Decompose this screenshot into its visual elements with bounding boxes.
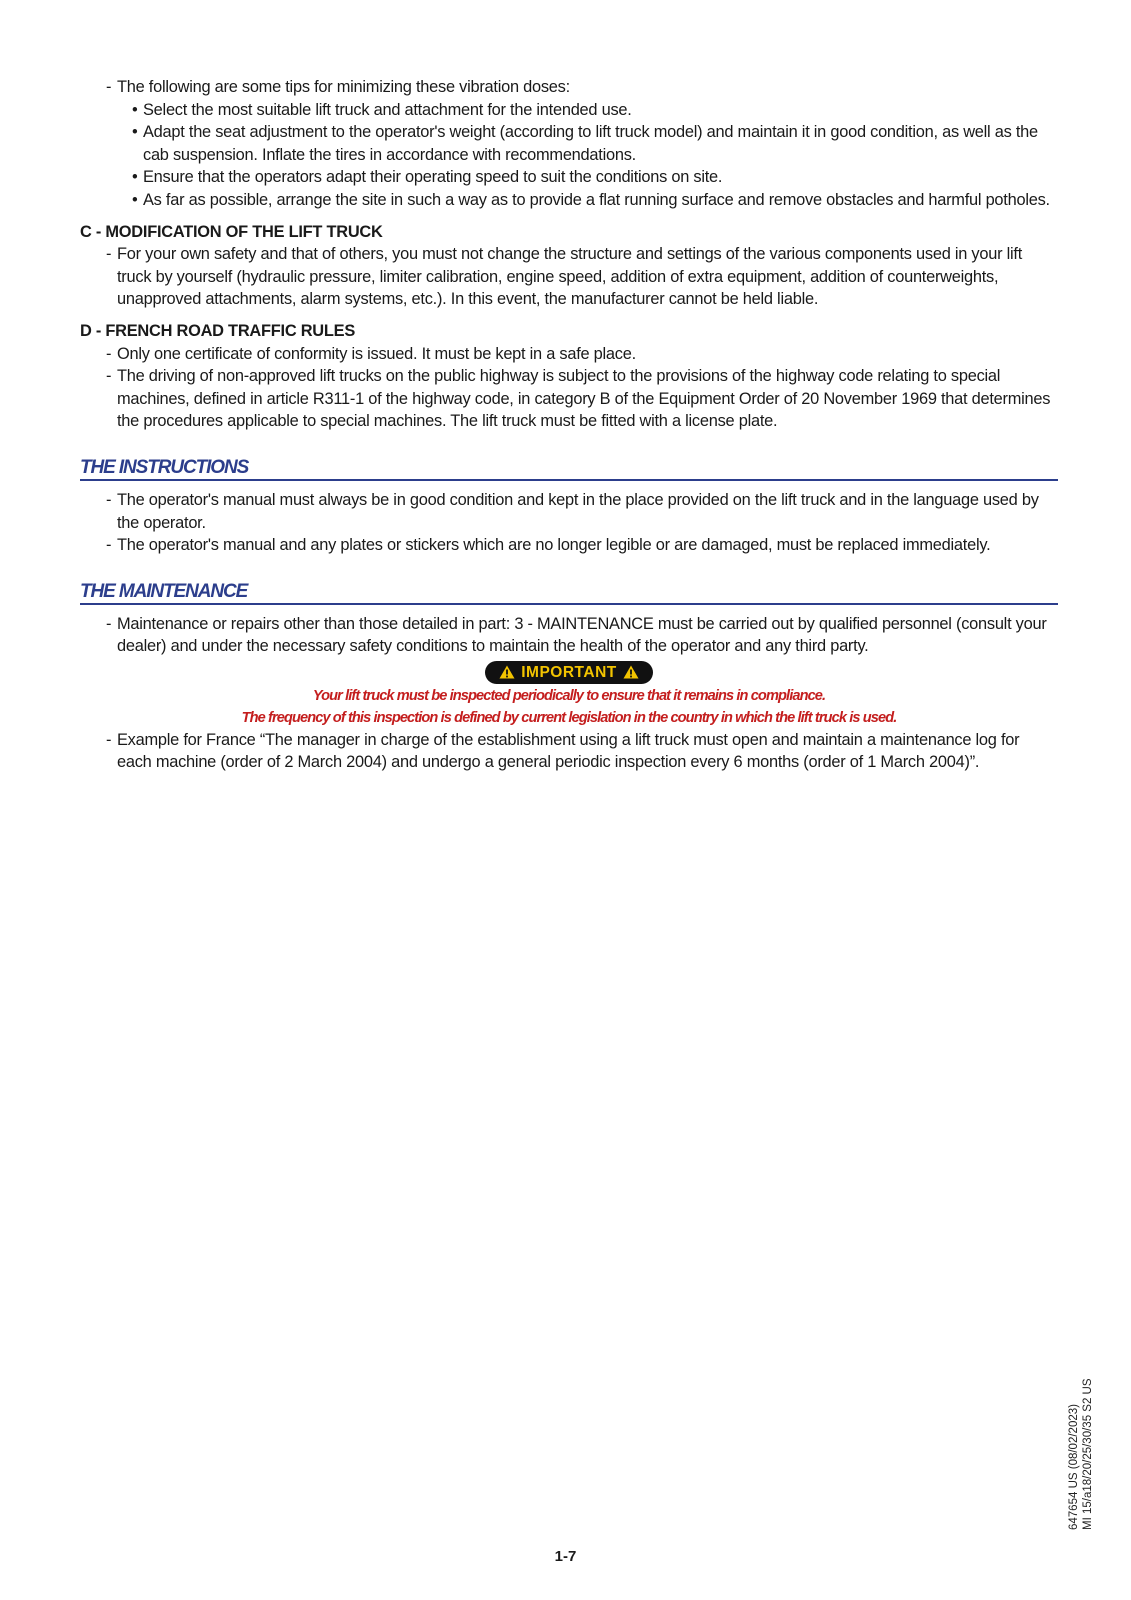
maintenance-example: - Example for France “The manager in charge of the establishment using a lift truck must open and maintain a maintenance log for each machine (order of 2 March 2004) and undergo a general periodic inspection every 6 months (order of 1 March 2004)”.	[106, 730, 1020, 772]
tip-item: • Ensure that the operators adapt their operating speed to suit the conditions on site.	[132, 168, 723, 187]
tip-item: • Select the most suitable lift truck and attachment for the intended use.	[132, 100, 632, 119]
instructions-section-heading	[80, 457, 1058, 481]
tips-intro: - The following are some tips for minimizing these vibration doses:	[106, 78, 570, 96]
important-badge	[485, 661, 652, 684]
section-c-item: - For your own safety and that of others, you must not change the structure and settings of the various components used in your lift truck by yourself (hydraulic pressure, limiter calibration, engine speed, addition of extra equipment, addition of counterweights, unapproved attachments, alarm systems, etc.). In this event, the manufacturer cannot be held liable.	[106, 245, 1023, 309]
tip-item: • As far as possible, arrange the site in such a way as to provide a flat running surface and remove obstacles and harmful potholes.	[132, 190, 1050, 209]
tip-item: • Adapt the seat adjustment to the operator's weight (according to lift truck model) and maintain it in good condition, as well as the cab suspension. Inflate the tires in accordance with recommendations.	[132, 123, 1038, 164]
document-reference	[1067, 1350, 1107, 1530]
section-d-heading: D - FRENCH ROAD TRAFFIC RULES	[80, 321, 356, 340]
instructions-heading-text: THE INSTRUCTIONS	[80, 456, 249, 478]
page-number: 1-7	[554, 1548, 577, 1565]
important-note-line: Your lift truck must be inspected periodically to ensure that it remains in compliance.	[312, 687, 826, 704]
document-reference-line: 647654 US (08/02/2023)	[1068, 1404, 1080, 1530]
maintenance-heading-text: THE MAINTENANCE	[80, 580, 248, 602]
warning-triangle-icon	[499, 665, 515, 679]
important-label: IMPORTANT	[521, 663, 617, 681]
important-note-line: The frequency of this inspection is defined by current legislation in the country in which the lift truck is used.	[241, 709, 897, 726]
important-banner-row	[80, 661, 1058, 685]
warning-triangle-icon	[623, 665, 639, 679]
maintenance-section-heading	[80, 581, 1058, 605]
maintenance-item: - Maintenance or repairs other than those detailed in part: 3 - MAINTENANCE must be carried out by qualified personnel (consult your dealer) and under the necessary safety conditions to maintain the health of the operator and any third party.	[106, 614, 1047, 656]
section-d-item: - Only one certificate of conformity is issued. It must be kept in a safe place.	[106, 344, 636, 363]
section-d-item: - The driving of non-approved lift trucks on the public highway is subject to the provisions of the highway code relating to special machines, defined in article R311-1 of the highway code, in category B of the Equipment Order of 20 November 1969 that determines the procedures applicable to special machines. The lift truck must be fitted with a license plate.	[106, 367, 1051, 431]
section-c-heading: C - MODIFICATION OF THE LIFT TRUCK	[80, 222, 383, 241]
instructions-item: - The operator's manual must always be in good condition and kept in the place provided on the lift truck and in the language used by the operator.	[106, 490, 1039, 532]
page-content	[80, 76, 1058, 774]
instructions-item: - The operator's manual and any plates or stickers which are no longer legible or are damaged, must be replaced immediately.	[106, 536, 991, 555]
document-reference-line: MI 15/a18/20/25/30/35 S2 US	[1082, 1378, 1094, 1530]
